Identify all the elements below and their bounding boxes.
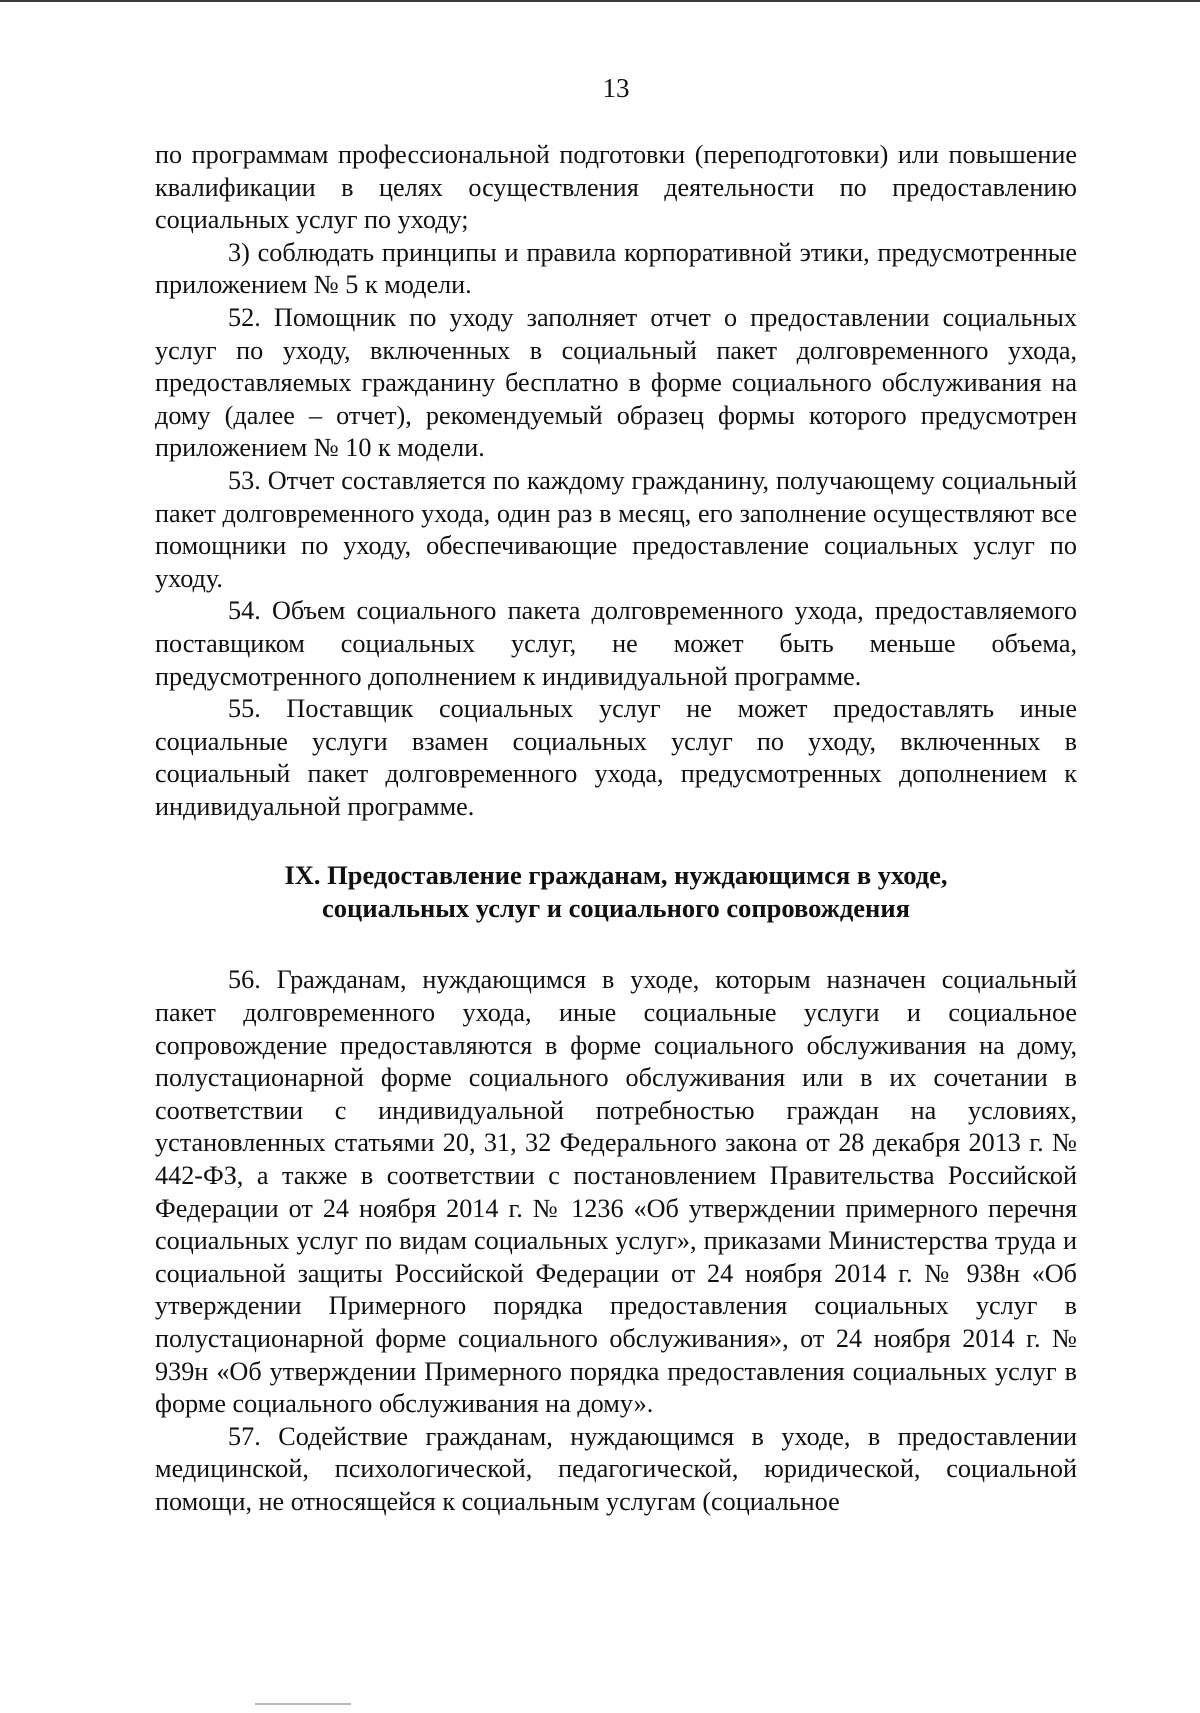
paragraph-55: 55. Поставщик социальных услуг не может предоставлять иные социальные услуги взамен социальных услуг по уходу, включенных в социальный пакет долговременного ухода, предусмотренных дополнением к индивидуальной программе. [155, 694, 1077, 821]
paragraph-54: 54. Объем социального пакета долговременного ухода, предоставляемого поставщиком социальных услуг, не может быть меньше объема, предусмотренного дополнением к индивидуальной программе. [155, 596, 1077, 691]
paragraph-53: 53. Отчет составляется по каждому гражданину, получающему социальный пакет долговременного ухода, один раз в месяц, его заполнение осуществляют все помощники по уходу, обеспечивающие предоставление социальных услуг по уходу. [155, 465, 1077, 593]
document-body [155, 139, 1077, 1519]
paragraph-51-item-3: 3) соблюдать принципы и правила корпоративной этики, предусмотренные приложением № 5 к модели. [155, 237, 1077, 300]
section-heading [155, 859, 1077, 925]
paragraph-52: 52. Помощник по уходу заполняет отчет о предоставлении социальных услуг по уходу, включенных в социальный пакет долговременного ухода, предоставляемых гражданину бесплатно в форме социального обслуживания на дому (далее – отчет), рекомендуемый образец формы которого предусмотрен приложением № 10 к модели. [155, 302, 1077, 463]
scan-top-edge [0, 0, 1200, 2]
paragraph-51-continuation: по программам профессиональной подготовки (переподготовки) или повышение квалификации в целях осуществления деятельности по предоставлению социальных услуг по уходу; [155, 140, 1077, 235]
scan-bottom-mark [255, 1703, 351, 1705]
paragraph-57: 57. Содействие гражданам, нуждающимся в уходе, в предоставлении медицинской, психологической, педагогической, юридической, социальной помощи, не относящейся к социальным услугам (социальное [155, 1421, 1077, 1516]
section-heading-line-2: социальных услуг и социального сопровождения [322, 893, 910, 924]
section-heading-line-1: IX. Предоставление гражданам, нуждающимся в уходе, [284, 860, 948, 891]
paragraph-56: 56. Гражданам, нуждающимся в уходе, которым назначен социальный пакет долговременного ухода, иные социальные услуги и социальное сопровождение предоставляются в форме социального обслуживания на дому, полустационарной форме социального обслуживания или в их сочетании в соответствии с индивидуальной потребностью граждан на условиях, установленных статьями 20, 31, 32 Федерального закона от 28 декабря 2013 г. № 442-ФЗ, а также в соответствии с постановлением Правительства Российской Федерации от 24 ноября 2014 г. № 1236 «Об утверждении примерного перечня социальных услуг по видам социальных услуг», приказами Министерства труда и социальной защиты Российской Федерации от 24 ноября 2014 г. № 938н «Об утверждении Примерного порядка предоставления социальных услуг в полустационарной форме социального обслуживания», от 24 ноября 2014 г. № 939н «Об утверждении Примерного порядка предоставления социальных услуг в форме социального обслуживания на дому». [155, 965, 1077, 1419]
page-number: 13 [602, 73, 630, 103]
